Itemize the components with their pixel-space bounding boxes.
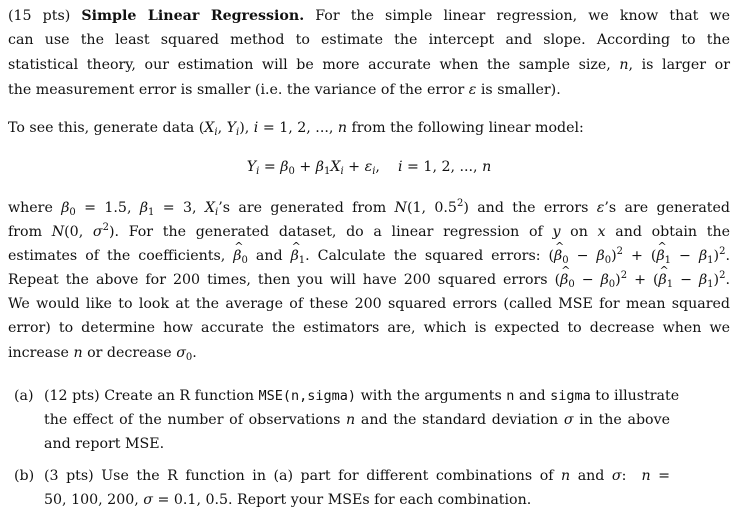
problem-heading-line <box>8 6 730 26</box>
part-b-line1: (3 pts) Use the R function in (a) part for different combinations of n and σ: n = <box>44 468 670 484</box>
paragraph3-line2: from N(0, $\sigma^2$). For the generated dataset, do a linear regression of y on x and obtain the <box>8 222 730 240</box>
part-b-label: (b) <box>14 468 35 484</box>
paragraph3-line6: error) to determine how accurate the estimators are, which is expected to decrease when we <box>8 320 730 336</box>
code-arg-n: n <box>506 388 515 404</box>
paragraph3-line1: where $\beta_0 = 1.5$, $\beta_1 = 3$, $X_i’s$ are generated from N(1, $0.5^2$) and the errors ε’s are generated <box>8 198 730 218</box>
model-equation: $Y_i = \beta_0 + \beta_1X_i + \varepsilon_i$, i = 1, 2, ..., n <box>246 159 492 177</box>
paragraph2-intro: To see this, generate data ($X_i$, $Y_i$), i = 1, 2, ..., n from the following linear model: <box>8 120 584 138</box>
part-a-line2: the effect of the number of observations n and the standard deviation σ in the above <box>44 412 670 428</box>
problem-intro: For the simple linear regression, we know that we <box>304 8 731 24</box>
paragraph1-line2: can use the least squared method to estimate the intercept and slope. According to the <box>8 32 730 48</box>
paragraph3-line4: Repeat the above for 200 times, then you will have 200 squared errors (^ $\beta_0 - \beta_0)^2$ + (^ $\beta_1 - \beta_1)^2$. <box>8 270 730 290</box>
problem-title: Simple Linear Regression. <box>81 8 305 24</box>
part-a-points: (12 pts) <box>44 388 100 404</box>
part-a-line1: (12 pts) Create an R function MSE(n,sigma) with the arguments n and sigma to illustrate <box>44 388 680 404</box>
part-b-line2: 50, 100, 200, σ = 0.1, 0.5. Report your MSEs for each combination. <box>44 492 532 508</box>
problem-points: (15 pts) <box>8 8 71 24</box>
paragraph3-line7: increase n or decrease $\sigma_0$. <box>8 345 197 363</box>
paragraph3-line3: estimates of the coefficients, ^ $\beta_0$ and ^ $\beta_1$. Calculate the squared errors: (^ $\beta_0 - \beta_0)^2$ + (^ $\beta_1 - \beta_1)^2$. <box>8 246 730 266</box>
paragraph3-line5: We would like to look at the average of these 200 squared errors (called MSE for mean squared <box>8 296 730 312</box>
part-a-label: (a) <box>14 388 34 404</box>
code-arg-sigma: sigma <box>550 388 591 404</box>
part-a-line3: and report MSE. <box>44 436 165 452</box>
code-mse-function: MSE(n,sigma) <box>258 388 357 404</box>
paragraph1-line4: the measurement error is smaller (i.e. the variance of the error ε is smaller). <box>8 82 561 98</box>
paragraph1-line3: statistical theory, our estimation will be more accurate when the sample size, n, is larger or <box>8 57 730 73</box>
part-b-points: (3 pts) <box>44 468 94 484</box>
